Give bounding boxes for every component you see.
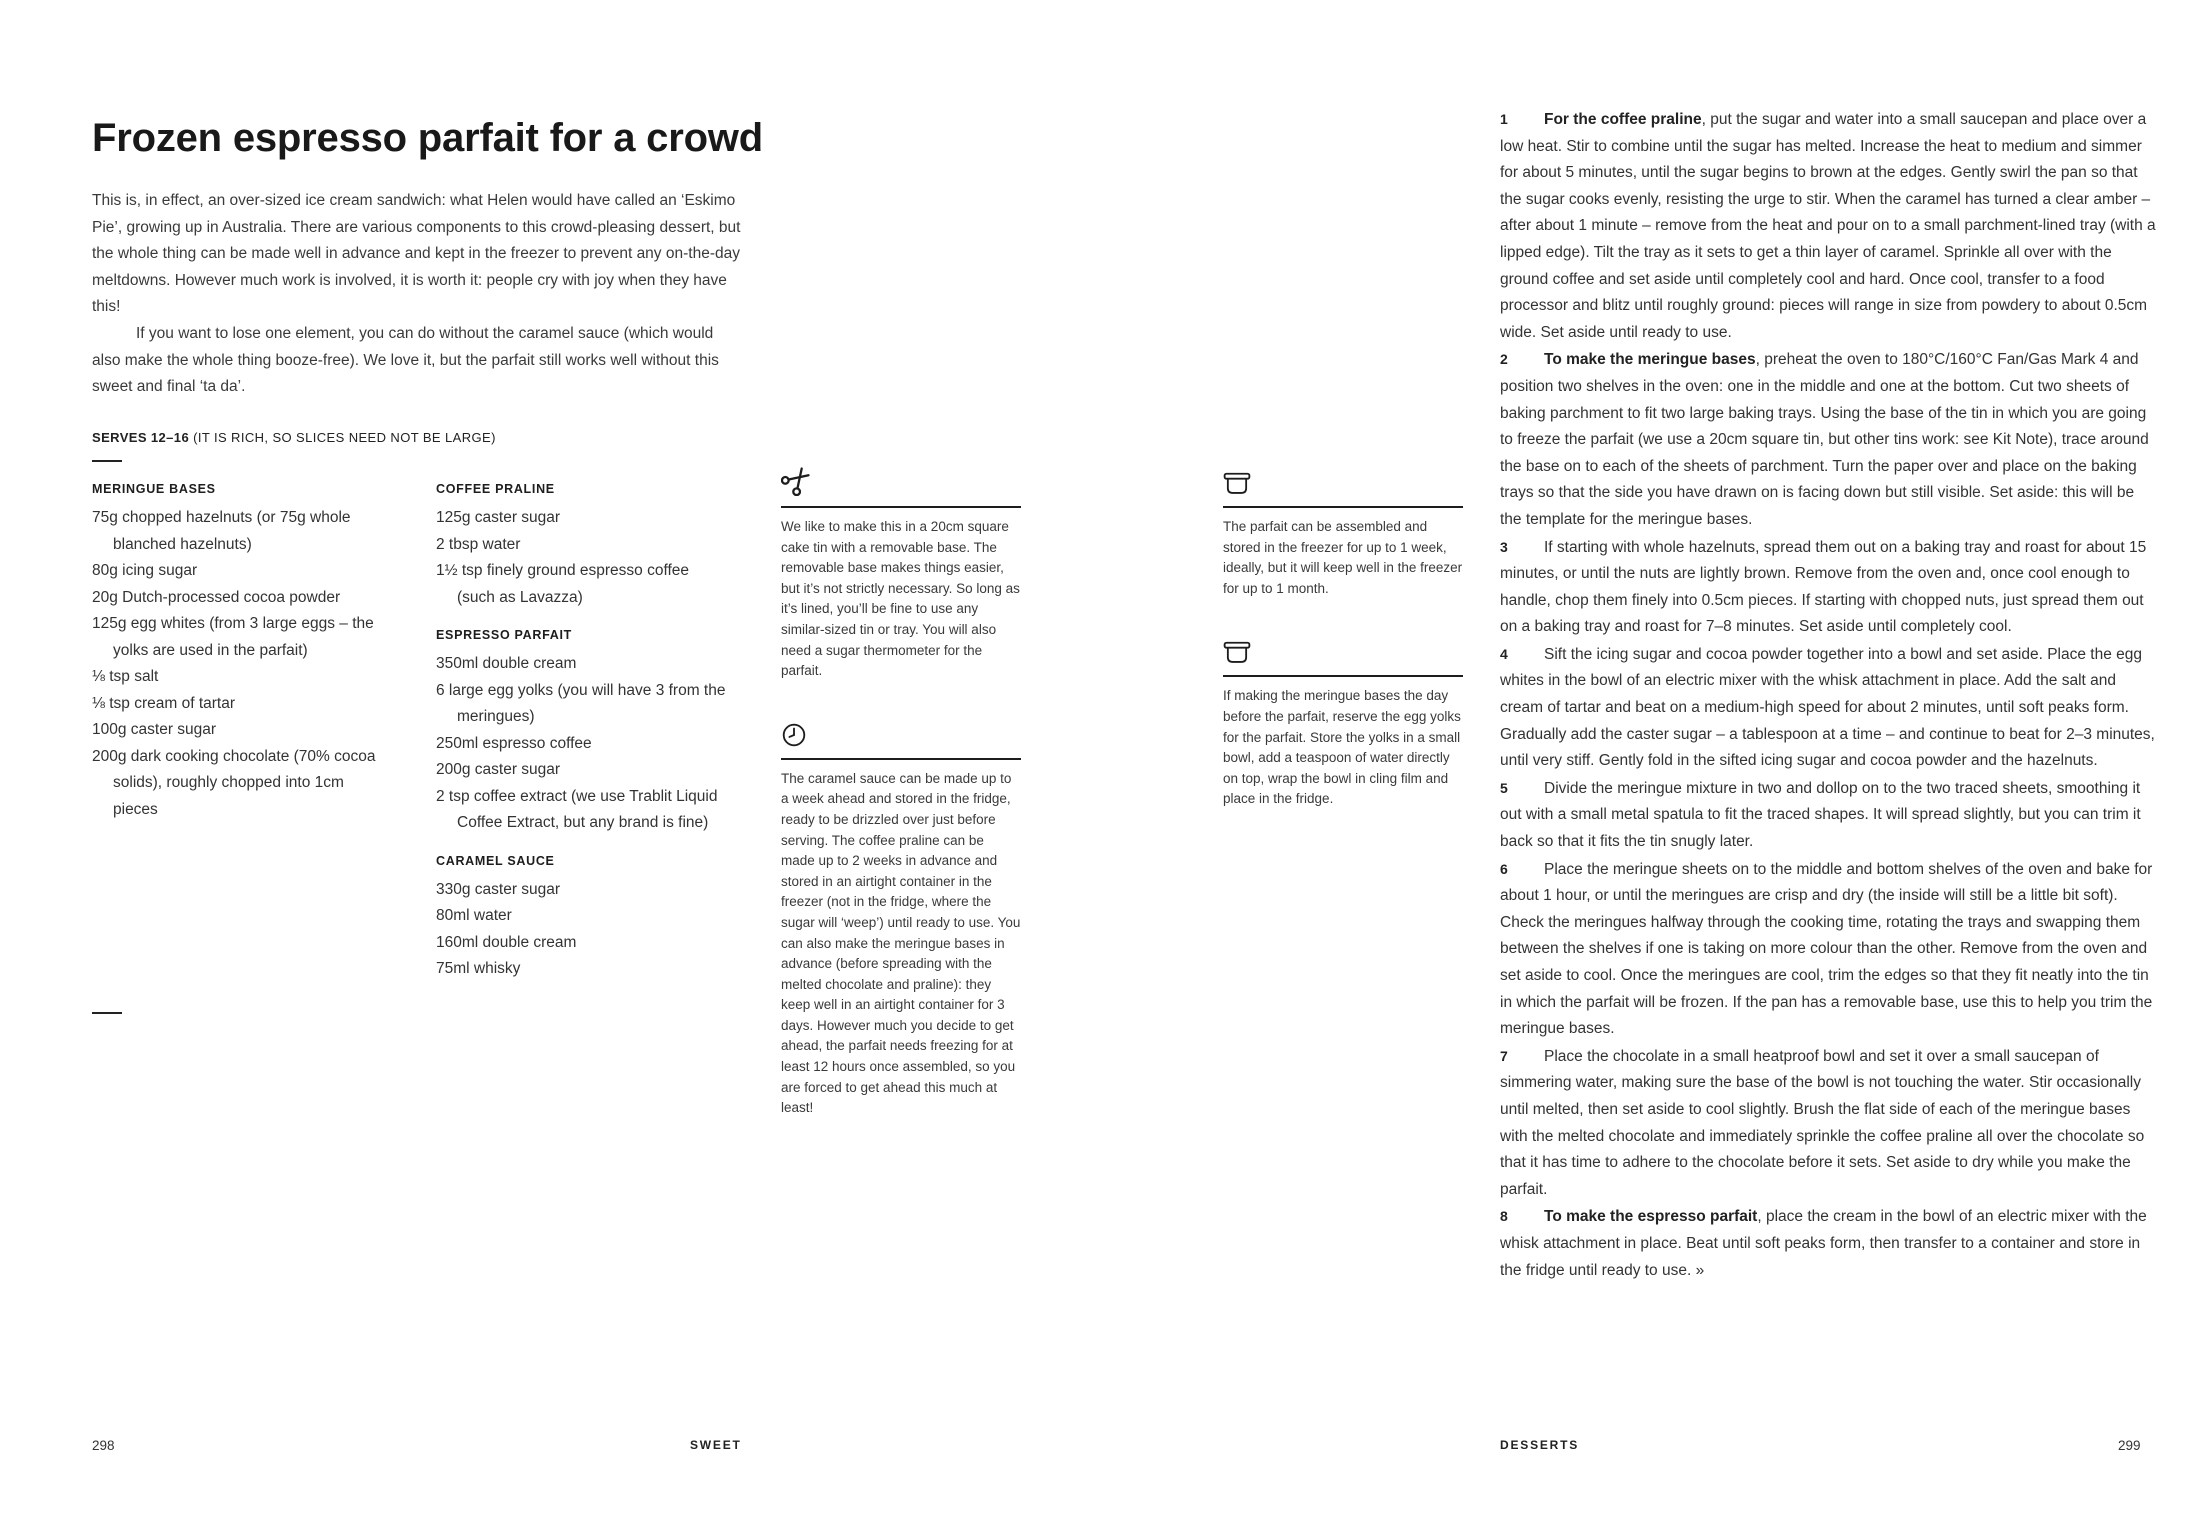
method-step xyxy=(1500,856,2156,1043)
step-number: 1 xyxy=(1500,111,1508,127)
scissors-icon xyxy=(781,462,1021,496)
step-lead: To make the meringue bases xyxy=(1544,351,1756,369)
intro-paragraph: If you want to lose one element, you can do without the caramel sauce (which would also make the whole thing booze-free). We love it, but the parfait still works well without this sweet and final ‘ta da’. xyxy=(92,324,719,396)
method-step xyxy=(1500,106,2156,346)
ingredient-item: 1½ tsp finely ground espresso coffee (such as Lavazza) xyxy=(436,562,690,606)
ingredient-item: 125g egg whites (from 3 large eggs – the yolks are used in the parfait) xyxy=(92,615,374,659)
section-rule xyxy=(92,460,122,462)
ingredient-item: 2 tsp coffee extract (we use Trablit Liquid Coffee Extract, but any brand is fine) xyxy=(436,787,718,831)
step-text: , preheat the oven to 180°C/160°C Fan/Gas Mark 4 and position two shelves in the oven: one in the middle and one at the bottom. Cut two sheets of baking parchment to fit two large baking trays. Using the base of the tin in which you are going to freeze the parfait (we use a 20cm square tin, but other tins work: see Kit Note), trace around the base on to each of the sheets of parchment. Turn the paper over and place on the baking trays so that the side you have drawn on is facing down but still visible. Set aside: this will be the template for the meringue bases. xyxy=(1500,351,2149,528)
ingredient-group-caramel-sauce xyxy=(436,854,726,983)
kit-note-text: We like to make this in a 20cm square cake tin with a removable base. The removable base makes things easier, but it’s not strictly necessary. So long as it’s lined, you’ll be fine to use any similar-sized tin or tray. You will also need a sugar thermometer for the parfait. xyxy=(781,519,1020,679)
step-lead: To make the espresso parfait xyxy=(1544,1208,1758,1226)
ingredient-item: 330g caster sugar xyxy=(436,880,561,898)
ingredients-column-1 xyxy=(92,482,382,840)
step-lead: For the coffee praline xyxy=(1544,111,1702,128)
ingredient-item: 250ml espresso coffee xyxy=(436,734,592,752)
ingredient-group-heading: COFFEE PRALINE xyxy=(436,482,555,496)
note-rule xyxy=(1223,506,1463,508)
kit-note xyxy=(781,462,1021,682)
storage-note xyxy=(1223,631,1463,810)
recipe-title: Frozen espresso parfait for a crowd xyxy=(92,116,763,160)
ingredient-item: 200g dark cooking chocolate (70% cocoa solids), roughly chopped into 1cm pieces xyxy=(92,747,376,818)
step-text: , put the sugar and water into a small saucepan and place over a low heat. Stir to combine until the sugar has melted. Increase the heat to medium and simmer for about 5 minutes, until the sugar begins to brown at the edges. Gently swirl the pan so that the sugar cooks evenly, resisting the urge to stir. When the caramel has turned a clear amber – after about 1 minute – remove from the heat and pour on to a small parchment-lined tray (with a lipped edge). Tilt the tray as it sets to get a thin layer of caramel. Sprinkle all over with the ground coffee and set aside until completely cool and hard. Once cool, transfer to a food processor and blitz until roughly ground: pieces will range in size from powdery to about 0.5cm wide. Set aside until ready to use. xyxy=(1500,111,2156,341)
ingredient-item: 350ml double cream xyxy=(436,655,577,672)
method-step xyxy=(1500,775,2156,856)
method-column xyxy=(1500,106,2156,1284)
freezer-box-icon xyxy=(1223,631,1463,665)
ingredient-item: ⅛ tsp cream of tartar xyxy=(92,694,235,712)
storage-note-text: The parfait can be assembled and stored in the freezer for up to 1 week, ideally, but it will keep well in the freezer for up to 1 month. xyxy=(1223,519,1463,596)
ingredient-item: 100g caster sugar xyxy=(92,721,217,738)
step-number: 4 xyxy=(1500,645,1508,662)
intro-paragraph: This is, in effect, an over-sized ice cream sandwich: what Helen would have called an ‘Eskimo Pie’, growing up in Australia. There are various components to this crowd-pleasing dessert, but the whole thing can be made well in advance and kept in the freezer to prevent any on-the-day meltdowns. However much work is involved, it is worth it: people cry with joy when they have this! xyxy=(92,192,741,316)
ingredient-group-espresso-parfait xyxy=(436,628,726,837)
ingredient-group-meringue-bases xyxy=(92,482,382,823)
step-text: Place the meringue sheets on to the middle and bottom shelves of the oven and bake for about 1 hour, or until the meringues are crisp and dry (the inside will still be a little bit soft). Check the meringues halfway through the cooking time, rotating the trays and swapping them between the shelves if one is taking on more colour than the other. Remove from the oven and set aside to cool. Once the meringues are cool, trim the edges so that they fit neatly into the tin in which the parfait will be frozen. If the pan has a removable base, use this to help you trim the meringue bases. xyxy=(1500,860,2153,1038)
ingredient-item: 20g Dutch-processed cocoa powder xyxy=(92,588,341,606)
note-rule xyxy=(781,506,1021,508)
note-rule xyxy=(1223,675,1463,677)
step-number: 2 xyxy=(1500,351,1508,368)
page-number-right: 299 xyxy=(2118,1438,2141,1453)
method-step xyxy=(1500,1203,2156,1284)
storage-note xyxy=(1223,462,1463,599)
method-step xyxy=(1500,641,2156,775)
section-rule xyxy=(92,1012,122,1014)
step-number: 6 xyxy=(1500,860,1508,877)
step-text: If starting with whole hazelnuts, spread them out on a baking tray and roast for about 15 minutes, or until the nuts are lightly brown. Remove from the oven and, once cool enough to handle, chop them finely into 0.5cm pieces. If starting with chopped nuts, just spread them out on a baking tray and roast for 7–8 minutes. Set aside until completely cool. xyxy=(1500,538,2147,636)
serves-line xyxy=(92,430,496,445)
step-text: , place the cream in the bowl of an electric mixer with the whisk attachment in place. Beat until soft peaks form, then transfer to a container and store in the fridge until ready to use. » xyxy=(1500,1208,2147,1279)
serves-label: SERVES 12–16 xyxy=(92,430,190,445)
ingredient-item: 6 large egg yolks (you will have 3 from the meringues) xyxy=(436,681,726,725)
ingredient-group-heading: ESPRESSO PARFAIT xyxy=(436,628,572,642)
ingredient-item: 80g icing sugar xyxy=(92,562,198,579)
ingredient-list xyxy=(92,505,382,823)
section-label-left: SWEET xyxy=(690,1438,742,1452)
kit-notes-column xyxy=(781,462,1021,1151)
step-number: 3 xyxy=(1500,538,1508,555)
ingredient-group-heading: MERINGUE BASES xyxy=(92,482,216,496)
note-rule xyxy=(781,758,1021,760)
ingredients-column-2 xyxy=(436,482,726,1000)
recipe-intro xyxy=(92,188,742,401)
method-step xyxy=(1500,1043,2156,1204)
page-number-left: 298 xyxy=(92,1438,115,1453)
ahead-note xyxy=(781,714,1021,1119)
ingredient-item: ⅛ tsp salt xyxy=(92,668,159,685)
clock-icon xyxy=(781,714,1021,748)
ahead-note-text: The caramel sauce can be made up to a week ahead and stored in the fridge, ready to be drizzled over just before serving. The coffee praline can be made up to 2 weeks in advance and stored in an airtight container in the freezer (not in the fridge, where the sugar will ‘weep’) until ready to use. You can also make the meringue bases in advance (before spreading with the melted chocolate and praline): they keep well in an airtight container for 3 days. However much you decide to get ahead, the parfait needs freezing for at least 12 hours once assembled, so you are forced to get ahead this much at least! xyxy=(781,770,1021,1116)
step-number: 5 xyxy=(1500,779,1508,796)
ingredient-list xyxy=(436,505,726,611)
step-number: 8 xyxy=(1500,1208,1508,1225)
ingredient-group-coffee-praline xyxy=(436,482,726,611)
ingredient-list xyxy=(436,651,726,837)
step-number: 7 xyxy=(1500,1047,1508,1064)
ingredient-item: 160ml double cream xyxy=(436,933,577,951)
ingredient-group-heading: CARAMEL SAUCE xyxy=(436,853,555,868)
method-step xyxy=(1500,534,2156,641)
serves-note: (IT IS RICH, SO SLICES NEED NOT BE LARGE) xyxy=(193,430,496,445)
ingredient-list xyxy=(436,877,726,983)
step-text: Divide the meringue mixture in two and dollop on to the two traced sheets, smoothing it out with a small metal spatula to fit the traced shapes. It will spread slightly, but you can trim it back so that it fits the tin snugly later. xyxy=(1500,779,2141,851)
ingredient-item: 75ml whisky xyxy=(436,960,521,977)
method-step xyxy=(1500,346,2156,533)
ingredient-item: 200g caster sugar xyxy=(436,761,561,778)
storage-notes-column xyxy=(1223,462,1463,842)
section-label-right: DESSERTS xyxy=(1500,1438,1580,1452)
step-text: Place the chocolate in a small heatproof bowl and set it over a small saucepan of simmering water, making sure the base of the bowl is not touching the water. Stir occasionally until melted, then set aside to cool slightly. Brush the flat side of each of the meringue bases with the melted chocolate and immediately sprinkle the coffee praline all over the chocolate so that it has time to adhere to the chocolate before it sets. Set aside to dry while you make the parfait. xyxy=(1500,1047,2145,1198)
storage-note-text: If making the meringue bases the day before the parfait, reserve the egg yolks for the parfait. Store the yolks in a small bowl, add a teaspoon of water directly on top, wrap the bowl in cling film and place in the fridge. xyxy=(1223,688,1461,807)
ingredient-item: 125g caster sugar xyxy=(436,509,561,526)
ingredient-item: 2 tbsp water xyxy=(436,535,521,553)
freezer-box-icon xyxy=(1223,462,1463,496)
step-text: Sift the icing sugar and cocoa powder together into a bowl and set aside. Place the egg whites in the bowl of an electric mixer with the whisk attachment in place. Add the salt and cream of tartar and beat on a medium-high speed for about 2 minutes, until soft peaks form. Gradually add the caster sugar – a tablespoon at a time – and continue to beat for 2–3 minutes, until very stiff. Gently fold in the sifted icing sugar and cocoa powder and the hazelnuts. xyxy=(1500,645,2155,770)
ingredient-item: 80ml water xyxy=(436,907,512,924)
ingredient-item: 75g chopped hazelnuts (or 75g whole blanched hazelnuts) xyxy=(92,509,351,553)
